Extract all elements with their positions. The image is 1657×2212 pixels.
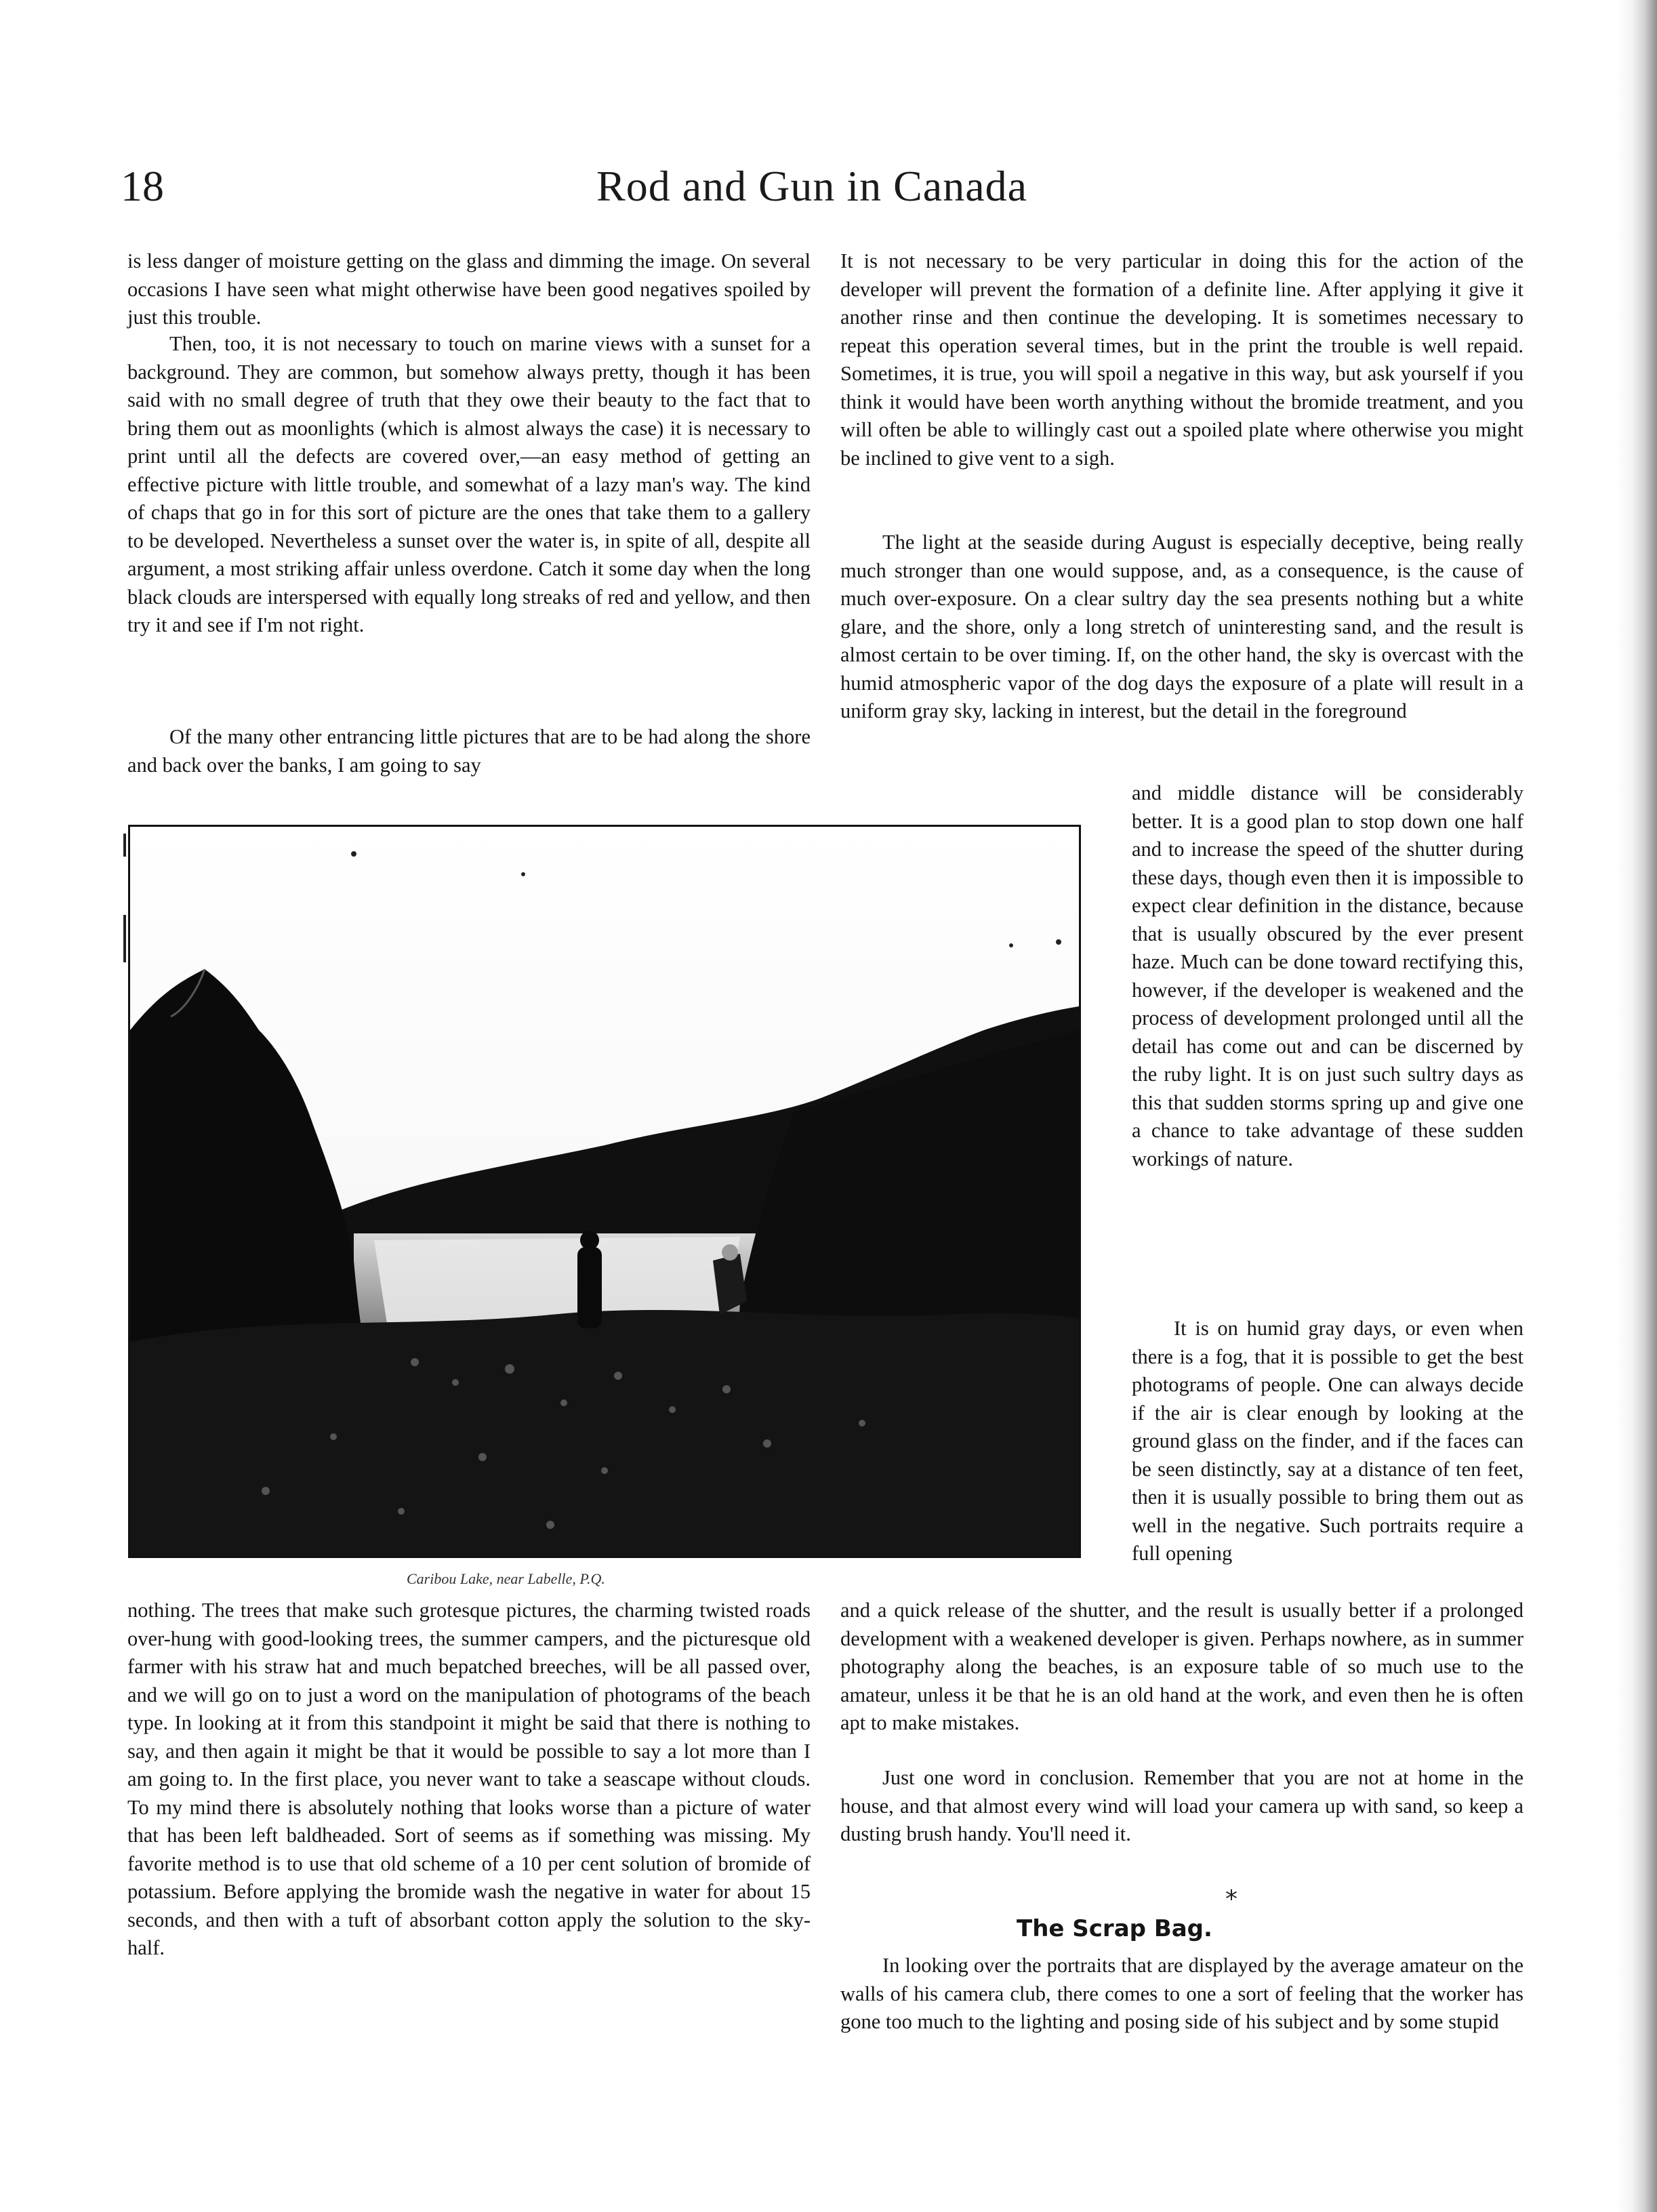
section-ornament: * bbox=[1225, 1885, 1237, 1913]
scan-mark bbox=[123, 834, 126, 857]
paragraph-left-1: is less danger of moisture getting on the glass and dimming the image. On several occasions I have seen what might otherwise have been good negatives spoiled by just this trouble. bbox=[127, 249, 811, 329]
paragraph-left-2: Then, too, it is not necessary to touch on marine views with a sunset for a background. They are common, but somehow always pretty, though it has been said with no small degree of truth that they owe their beauty to the fact that to bring them out as moonlights (which is almost always the case) it is necessary to print until all the defects are covered over,—an easy method of getting an effective picture with little trouble, and somewhat of a lazy man's way. The kind of chaps that go in for this sort of picture are the ones that take them to a gallery to be developed. Nevertheless a sunset over the water is, in spite of all, despite all argument, a most striking affair unless overdone. Catch it some day when the long black clouds are interspersed with equally long streaks of red and yellow, and then try it and see if I'm not right. bbox=[127, 332, 811, 636]
photo-caption: Caribou Lake, near Labelle, P.Q. bbox=[407, 1570, 605, 1587]
paragraph-narrow-1: and middle distance will be considerably better. It is a good plan to stop down one half and to increase the speed of the shutter during these days, though even then it is impossible to expect clear definition in the distance, because that is usually obscured by the ever present haze. Much can be done toward rectifying this, however, if the developer is weakened and the process of development prolonged until all the detail has come out and can be discerned by the ruby light. It is on just such sultry days as this that sudden storms spring up and give one a chance to take advantage of these sudden workings of nature. bbox=[1132, 781, 1523, 1170]
page-title: Rod and Gun in Canada bbox=[596, 162, 1027, 210]
paragraph-right-1: It is not necessary to be very particular in doing this for the action of the developer will prevent the formation of a definite line. After applying it give it another rinse and then continue the developing. It is sometimes necessary to repeat this operation several times, but in the print the trouble is well repaid. Sometimes, it is true, you will spoil a negative in this way, but ask yourself if you think it would have been worth anything without the bromide treatment, and you will often be able to willingly cast out a spoiled plate where otherwise you might be inclined to give vent to a sigh. bbox=[840, 249, 1523, 470]
lake-photograph bbox=[128, 825, 1081, 1558]
paragraph-right-4: Just one word in conclusion. Remember that you are not at home in the house, and that almost every wind will load your camera up with sand, so keep a dusting brush handy. You'll need it. bbox=[840, 1766, 1523, 1845]
paragraph-right-3: and a quick release of the shutter, and the result is usually better if a prolonged development with a weakened developer is given. Perhaps nowhere, as in summer photography along the beaches, is an exposure table of so much use to the amateur, unless it be that he is an old hand at the work, and even then he is often apt to make mistakes. bbox=[840, 1599, 1523, 1734]
section-heading: The Scrap Bag. bbox=[1017, 1915, 1212, 1942]
paragraph-right-2: The light at the seaside during August is especially deceptive, being really much stronger than one would suppose, and, as a consequence, is the cause of much over-exposure. On a clear sultry day the sea presents nothing but a white glare, and the shore, only a long stretch of uninteresting sand, and the result is almost certain to be over timing. If, on the other hand, the sky is overcast with the humid atmospheric vapor of the dog days the exposure of a plate will result in a uniform gray sky, lacking in interest, but the detail in the foreground bbox=[840, 531, 1523, 722]
paragraph-narrow-2: It is on humid gray days, or even when there is a fog, that it is possible to get the best photograms of people. One can always decide if the air is clear enough by looking at the ground glass on the finder, and if the faces can be seen distinctly, say at a distance of ten feet, then it is usually possible to bring them out as well in the negative. Such portraits require a full opening bbox=[1132, 1317, 1523, 1565]
scan-edge bbox=[1616, 0, 1657, 2212]
lake-scene-image bbox=[130, 827, 1079, 1556]
paragraph-scrap-bag: In looking over the portraits that are displayed by the average amateur on the walls of his camera club, there comes to one a sort of feeling that the worker has gone too much to the lighting and posing side of his subject and by some stupid bbox=[840, 1954, 1523, 2033]
page-number: 18 bbox=[121, 162, 164, 210]
paragraph-left-3: Of the many other entrancing little pictures that are to be had along the shore and back over the banks, I am going to say bbox=[127, 725, 811, 777]
paragraph-left-4: nothing. The trees that make such grotesque pictures, the charming twisted roads over-hung with good-looking trees, the summer campers, and the picturesque old farmer with his straw hat and much bepatched breeches, will be all passed over, and we will go on to just a word on the manipulation of photograms of the beach type. In looking at it from this standpoint it might be said that there is nothing to say, and then again it might be that it would be possible to say a lot more than I am going to. In the first place, you never want to take a seascape without clouds. To my mind there is absolutely nothing that looks worse than a picture of water that has been left baldheaded. Sort of seems as if something was missing. My favorite method is to use that old scheme of a 10 per cent solution of bromide of potassium. Before applying the bromide wash the negative in water for about 15 seconds, and then with a tuft of absorbant cotton apply the solution to the sky-half. bbox=[127, 1599, 811, 1959]
scan-mark bbox=[123, 915, 126, 962]
